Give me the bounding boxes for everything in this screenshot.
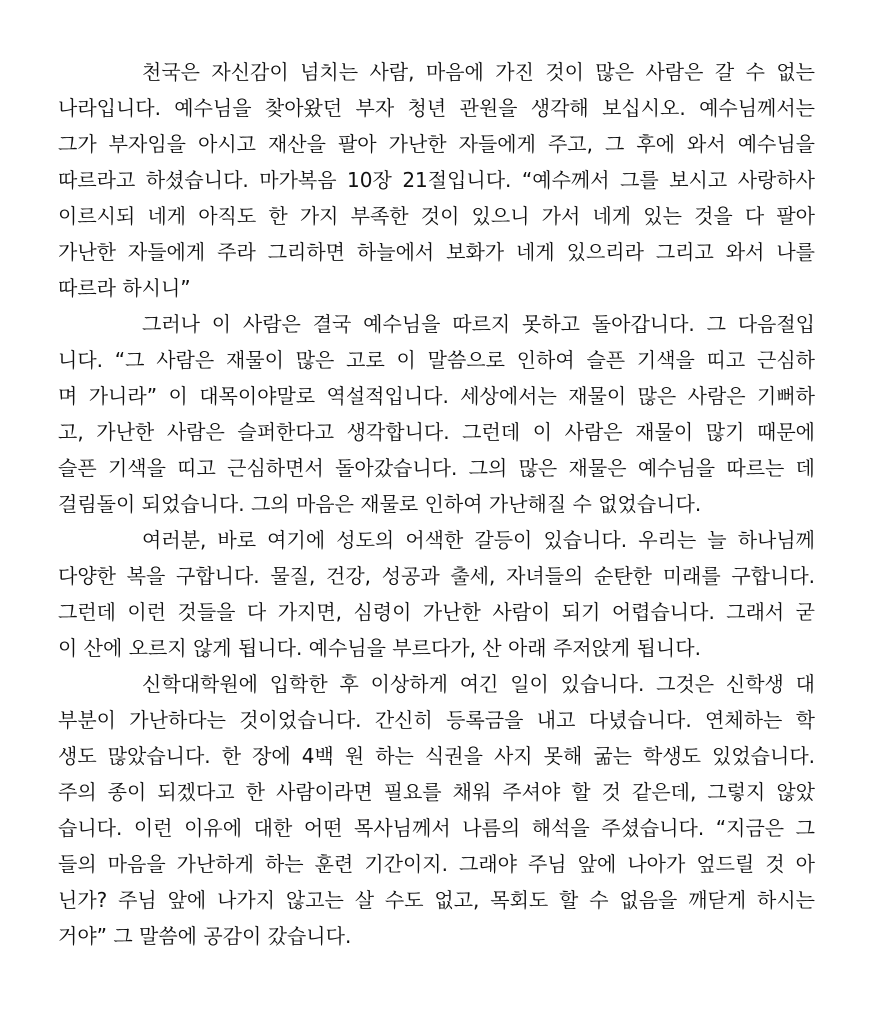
- text-line: 들의 마음을 가난하게 하는 훈련 기간이지. 그래야 주님 앞에 나아가 엎드릴 것 아: [58, 852, 815, 876]
- text-line: 고, 가난한 사람은 슬퍼한다고 생각합니다. 그런데 이 사람은 재물이 많기 때문에: [58, 420, 815, 444]
- text-line: 나라입니다. 예수님을 찾아왔던 부자 청년 관원을 생각해 보십시오. 예수님께서는: [58, 96, 815, 120]
- text-line: 슬픈 기색을 띠고 근심하면서 돌아갔습니다. 그의 많은 재물은 예수님을 따르는 데: [58, 456, 815, 480]
- text-line: 그가 부자임을 아시고 재산을 팔아 가난한 자들에게 주고, 그 후에 와서 예수님을: [58, 132, 815, 156]
- text-line: 그런데 이런 것들을 다 가지면, 심령이 가난한 사람이 되기 어렵습니다. 그래서 굳: [58, 600, 815, 624]
- text-line: 거야” 그 말씀에 공감이 갔습니다.: [58, 924, 352, 948]
- text-line: 따르라 하시니”: [58, 276, 191, 300]
- text-line: 주의 종이 되겠다고 한 사람이라면 필요를 채워 주셔야 할 것 같은데, 그렇지 않았: [58, 780, 815, 804]
- text-line: 걸림돌이 되었습니다. 그의 마음은 재물로 인하여 가난해질 수 없었습니다.: [58, 492, 702, 516]
- text-line: 닌가? 주님 앞에 나가지 않고는 살 수도 없고, 목회도 할 수 없음을 깨닫게 하시는: [58, 888, 815, 912]
- text-line: 며 가니라” 이 대목이야말로 역설적입니다. 세상에서는 재물이 많은 사람은 기뻐하: [58, 384, 815, 408]
- text-line: 그러나 이 사람은 결국 예수님을 따르지 못하고 돌아갑니다. 그 다음절입: [142, 312, 815, 336]
- text-line: 여러분, 바로 여기에 성도의 어색한 갈등이 있습니다. 우리는 늘 하나님께: [142, 528, 815, 552]
- text-line: 다양한 복을 구합니다. 물질, 건강, 성공과 출세, 자녀들의 순탄한 미래를 구합니다.: [58, 564, 815, 588]
- text-line: 이르시되 네게 아직도 한 가지 부족한 것이 있으니 가서 네게 있는 것을 다 팔아: [58, 204, 815, 228]
- text-line: 가난한 자들에게 주라 그리하면 하늘에서 보화가 네게 있으리라 그리고 와서 나를: [58, 240, 815, 264]
- text-line: 생도 많았습니다. 한 장에 4백 원 하는 식권을 사지 못해 굶는 학생도 있었습니다.: [58, 744, 815, 768]
- document-page: [58, 0, 815, 1009]
- text-line: 신학대학원에 입학한 후 이상하게 여긴 일이 있습니다. 그것은 신학생 대: [142, 672, 815, 696]
- text-line: 천국은 자신감이 넘치는 사람, 마음에 가진 것이 많은 사람은 갈 수 없는: [142, 60, 815, 84]
- text-line: 따르라고 하셨습니다. 마가복음 10장 21절입니다. “예수께서 그를 보시고 사랑하사: [58, 168, 815, 192]
- text-line: 이 산에 오르지 않게 됩니다. 예수님을 부르다가, 산 아래 주저앉게 됩니다.: [58, 636, 701, 660]
- text-line: 부분이 가난하다는 것이었습니다. 간신히 등록금을 내고 다녔습니다. 연체하는 학: [58, 708, 815, 732]
- text-line: 습니다. 이런 이유에 대한 어떤 목사님께서 나름의 해석을 주셨습니다. “지금은 그: [58, 816, 815, 840]
- text-line: 니다. “그 사람은 재물이 많은 고로 이 말씀으로 인하여 슬픈 기색을 띠고 근심하: [58, 348, 815, 372]
